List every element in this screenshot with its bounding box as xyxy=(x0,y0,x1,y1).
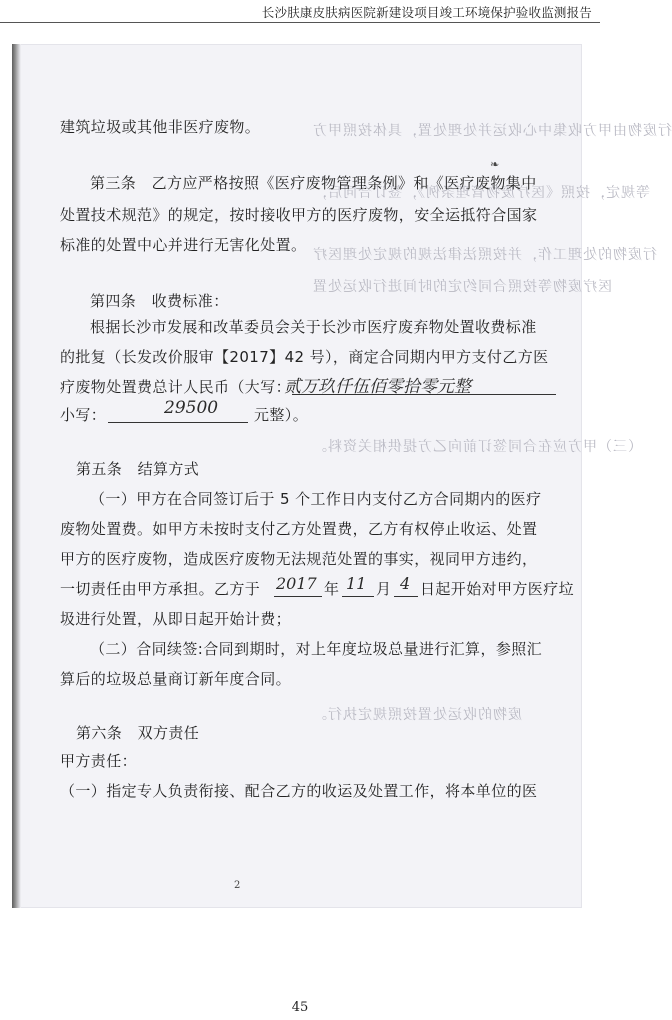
text-line: 圾进行处置，从即日起开始计费； xyxy=(60,610,292,628)
bleed-text: 行废物由甲方收集中心收运并处理处置，具体按照甲方 xyxy=(312,123,672,139)
amount-upper-label: 疗废物处置费总计人民币（大写： xyxy=(60,378,292,396)
handwritten-year: 2017 xyxy=(276,574,317,593)
text-line: 年 xyxy=(324,580,340,598)
scan-edge-shadow xyxy=(12,44,21,908)
stray-mark: ❧ xyxy=(490,158,500,171)
amount-lower-underline xyxy=(108,422,248,423)
text-line: 废物处置费。如甲方未按时支付乙方处置费，乙方有权停止收运、处置 xyxy=(60,520,538,538)
text-line: 建筑垃圾或其他非医疗废物。 xyxy=(60,118,261,136)
page-number: 45 xyxy=(291,1000,309,1015)
handwritten-month: 11 xyxy=(346,574,367,593)
party-a-heading: 甲方责任： xyxy=(60,752,138,770)
month-underline xyxy=(342,596,374,597)
text-line: 元整）。 xyxy=(254,406,309,424)
bleed-text: 行废物的处理工作，并按照法律法规的规定处理医疗 xyxy=(312,247,657,263)
bleed-text: 废物的收运处置按照规定执行。 xyxy=(312,707,522,723)
text-line: （一）指定专人负责衔接、配合乙方的收运及处置工作，将本单位的医 xyxy=(60,782,538,800)
year-underline xyxy=(274,596,322,597)
inner-page-number: 2 xyxy=(234,880,241,891)
text-line: 根据长沙市发展和改革委员会关于长沙市医疗废弃物处置收费标准 xyxy=(90,318,537,336)
bleed-text: （三）甲方应在合同签订前向乙方提供相关资料。 xyxy=(312,439,642,455)
text-line: 甲方的医疗废物，造成医疗废物无法规范处置的事实，视同甲方违约， xyxy=(60,550,538,568)
text-line: 日起开始对甲方医疗垃 xyxy=(420,580,575,598)
text-line: （二）合同续签:合同到期时，对上年度垃圾总量进行汇算，参照汇 xyxy=(90,640,543,658)
report-title: 长沙肤康皮肤病医院新建设项目竣工环境保护验收监测报告 xyxy=(261,5,592,20)
handwritten-amount-upper: 贰万玖仟伍佰零拾零元整 xyxy=(284,377,471,397)
bleed-text: 医疗废物等按照合同约定的时间进行收运处置 xyxy=(312,279,612,295)
text-line: 标准的处置中心并进行无害化处置。 xyxy=(60,236,307,254)
handwritten-amount-lower: 29500 xyxy=(164,398,219,418)
article-5-heading: 第五条 结算方式 xyxy=(76,460,200,478)
scanned-contract-page xyxy=(12,44,672,908)
day-underline xyxy=(394,596,418,597)
article-4-heading: 第四条 收费标准： xyxy=(90,292,229,310)
handwritten-day: 4 xyxy=(400,574,411,593)
article-3-heading: 第三条 乙方应严格按照《医疗废物管理条例》和《医疗废物集中 xyxy=(90,174,537,192)
text-line: 算后的垃圾总量商订新年度合同。 xyxy=(60,670,292,688)
text-line: 月 xyxy=(376,580,392,598)
text-line: 的批复（长发改价服审【2017】42 号），商定合同期内甲方支付乙方医 xyxy=(60,348,549,366)
text-line: 一切责任由甲方承担。乙方于 xyxy=(60,580,261,598)
document-header xyxy=(0,0,600,23)
text-line: 处置技术规范》的规定，按时接收甲方的医疗废物，安全运抵符合国家 xyxy=(60,206,538,224)
text-line: （一）甲方在合同签订后于 5 个工作日内支付乙方合同期内的医疗 xyxy=(90,490,542,508)
amount-lower-label: 小写： xyxy=(60,406,107,424)
bleed-text: 等规定，按照《医疗废物管理条例》，签订合同后， xyxy=(312,185,650,201)
article-6-heading: 第六条 双方责任 xyxy=(76,724,200,742)
